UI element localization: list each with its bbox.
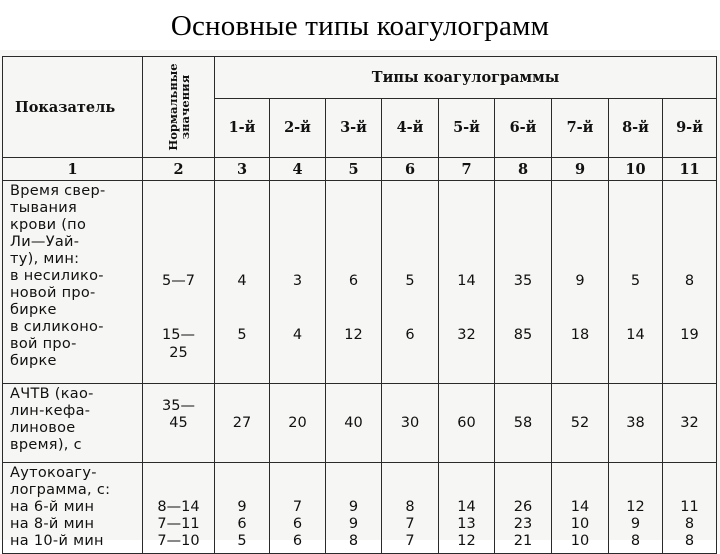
- value-silicone: 19: [680, 327, 699, 343]
- aptt-type-3: 40: [326, 384, 382, 463]
- aptt-type-1: 27: [215, 384, 270, 463]
- param-line: Время свер-: [10, 183, 106, 199]
- value-minute-6: 14: [457, 499, 476, 515]
- param-line: линовое: [10, 420, 76, 436]
- param-line: в силиконо-: [10, 319, 104, 335]
- norm-nonsilicone: 5—7: [162, 273, 195, 289]
- value-minute-6: 9: [348, 499, 359, 515]
- value-nonsilicone: 6: [348, 273, 359, 289]
- value-minute-8: 9: [630, 516, 641, 532]
- param-line: в несилико-: [10, 268, 104, 284]
- param-line: лин-кефа-: [10, 403, 91, 419]
- type-header-6: 6-й: [495, 98, 552, 157]
- value-nonsilicone: 5: [405, 273, 415, 289]
- param-line: тывания: [10, 200, 78, 216]
- value-silicone: 4: [292, 327, 303, 343]
- value-minute-8: 8: [684, 516, 695, 532]
- value-silicone: 5: [237, 327, 247, 343]
- aptt-type-9: 32: [663, 384, 717, 463]
- param-line: на 10-й мин: [10, 533, 104, 549]
- norm-silicone-line2: 25: [169, 345, 188, 361]
- header-normal-values: [143, 57, 215, 158]
- value-minute-10: 5: [237, 533, 247, 549]
- param-line: вой про-: [10, 336, 77, 352]
- value-minute-10: 7—10: [157, 533, 200, 549]
- type-header-8: 8-й: [609, 98, 663, 157]
- aptt-type-5: 60: [439, 384, 495, 463]
- value-minute-10: 8: [630, 533, 641, 549]
- param-line: Ли—Уай-: [10, 234, 80, 250]
- column-index-3: 3: [215, 158, 270, 181]
- column-index-8: 8: [495, 158, 552, 181]
- type-header-2: 2-й: [270, 98, 326, 157]
- aptt-type-6: 58: [495, 384, 552, 463]
- value-minute-8: 9: [348, 516, 359, 532]
- value-silicone: 18: [570, 327, 590, 343]
- clotting-type-8: [609, 181, 663, 384]
- value-minute-10: 7: [405, 533, 415, 549]
- clotting-type-5: [439, 181, 495, 384]
- value-minute-6: 11: [680, 499, 699, 515]
- value-nonsilicone: 14: [457, 273, 476, 289]
- column-index-9: 9: [552, 158, 609, 181]
- column-index-10: 10: [609, 158, 663, 181]
- column-index-1: 1: [3, 158, 143, 181]
- norm-aptt-line2: 45: [169, 415, 188, 431]
- aptt-type-4: 30: [382, 384, 439, 463]
- value-minute-6: 14: [570, 499, 590, 515]
- value-minute-8: 7—11: [157, 516, 200, 532]
- coagulogram-table: [2, 56, 717, 554]
- param-line: ту), мин:: [10, 251, 80, 267]
- aptt-type-2: 20: [270, 384, 326, 463]
- value-silicone: 6: [405, 327, 415, 343]
- param-line: крови (по: [10, 217, 87, 233]
- param-line: бирке: [10, 353, 57, 369]
- clotting-type-2: [270, 181, 326, 384]
- value-silicone: 12: [344, 327, 363, 343]
- param-line: на 8-й мин: [10, 516, 95, 532]
- clotting-type-6: [495, 181, 552, 384]
- value-minute-10: 21: [513, 533, 533, 549]
- value-nonsilicone: 4: [237, 273, 247, 289]
- param-line: время), с: [10, 437, 82, 453]
- clotting-type-1: [215, 181, 270, 384]
- value-minute-6: 7: [292, 499, 303, 515]
- value-minute-6: 9: [237, 499, 247, 515]
- header-parameter: Показатель: [3, 57, 143, 158]
- value-silicone: 14: [626, 327, 645, 343]
- norm-aptt-line1: 35—: [162, 398, 195, 414]
- norm-silicone-line1: 15—: [162, 327, 195, 343]
- type-header-9: 9-й: [663, 98, 717, 157]
- value-nonsilicone: 35: [513, 273, 533, 289]
- param-aptt: [3, 384, 143, 463]
- value-minute-8: 6: [292, 516, 303, 532]
- param-clotting-time: [3, 181, 143, 384]
- value-nonsilicone: 8: [684, 273, 695, 289]
- clotting-type-3: [326, 181, 382, 384]
- column-index-4: 4: [270, 158, 326, 181]
- type-header-3: 3-й: [326, 98, 382, 157]
- param-line: Аутокоагу-: [10, 465, 97, 481]
- value-nonsilicone: 9: [575, 273, 585, 289]
- type-header-5: 5-й: [439, 98, 495, 157]
- value-minute-10: 10: [570, 533, 590, 549]
- table-scan: [0, 50, 720, 549]
- value-nonsilicone: 5: [630, 273, 641, 289]
- slide-title: Основные типы коагулограмм: [170, 10, 550, 42]
- value-minute-6: 8: [405, 499, 415, 515]
- value-minute-6: 26: [513, 499, 533, 515]
- value-minute-10: 8: [348, 533, 359, 549]
- norm-aptt: [143, 384, 215, 463]
- aptt-type-8: 38: [609, 384, 663, 463]
- column-index-7: 7: [439, 158, 495, 181]
- param-line: лограмма, с:: [10, 482, 111, 498]
- value-nonsilicone: 3: [292, 273, 303, 289]
- value-minute-10: 12: [457, 533, 476, 549]
- type-header-7: 7-й: [552, 98, 609, 157]
- header-types: Типы коагулограммы: [215, 57, 717, 99]
- param-line: АЧТВ (као-: [10, 386, 94, 402]
- norm-clotting-time: [143, 181, 215, 384]
- column-index-11: 11: [663, 158, 717, 181]
- type-header-4: 4-й: [382, 98, 439, 157]
- param-line: на 6-й мин: [10, 499, 95, 515]
- header-normal-line2: значения: [177, 74, 192, 140]
- value-minute-6: 12: [626, 499, 645, 515]
- value-minute-8: 7: [405, 516, 415, 532]
- aptt-type-7: 52: [552, 384, 609, 463]
- value-minute-8: 10: [570, 516, 590, 532]
- type-header-1: 1-й: [215, 98, 270, 157]
- column-index-6: 6: [382, 158, 439, 181]
- value-silicone: 85: [513, 327, 533, 343]
- clotting-type-7: [552, 181, 609, 384]
- column-index-5: 5: [326, 158, 382, 181]
- clotting-type-9: [663, 181, 717, 384]
- value-minute-8: 13: [457, 516, 476, 532]
- value-minute-10: 8: [684, 533, 695, 549]
- value-minute-8: 6: [237, 516, 247, 532]
- clotting-type-4: [382, 181, 439, 384]
- column-index-2: 2: [143, 158, 215, 181]
- value-minute-8: 23: [513, 516, 533, 532]
- param-line: новой про-: [10, 285, 96, 301]
- param-line: бирке: [10, 302, 57, 318]
- value-minute-6: 8—14: [157, 499, 200, 515]
- header-normal-line1: Нормальные: [165, 63, 180, 151]
- value-minute-10: 6: [292, 533, 303, 549]
- value-silicone: 32: [457, 327, 476, 343]
